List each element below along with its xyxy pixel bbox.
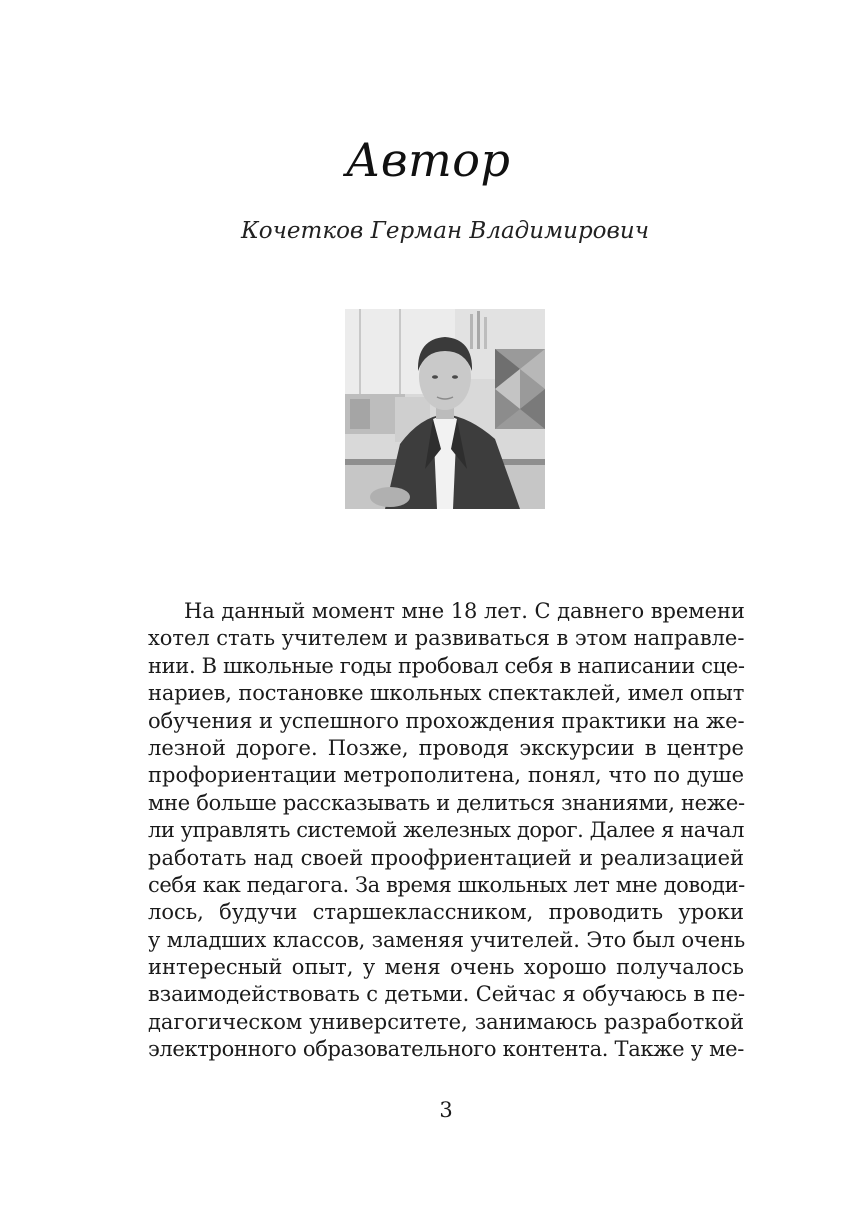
author-name: Кочетков Герман Владимирович	[240, 218, 650, 244]
body-line: На данный момент мне 18 лет. С давнего времени	[184, 599, 745, 623]
body-text	[148, 598, 744, 1064]
body-line: работать над своей проофриентацией и реализацией	[148, 845, 744, 870]
author-photo	[345, 309, 545, 509]
body-line: обучения и успешного прохождения практики на же-	[148, 708, 745, 733]
body-line: у младших классов, заменяя учителей. Это был очень	[148, 927, 746, 952]
body-line: ли управлять системой железных дорог. Далее я начал	[148, 818, 744, 843]
page-number: 3	[439, 1098, 453, 1122]
body-line: нии. В школьные годы пробовал себя в написании сце-	[148, 653, 745, 678]
body-line: интересный опыт, у меня очень хорошо получалось	[148, 955, 744, 980]
body-line: нариев, постановке школьных спектаклей, имел опыт	[148, 681, 745, 706]
body-line: хотел стать учителем и развиваться в этом направле-	[148, 626, 745, 651]
body-line: взаимодействовать с детьми. Сейчас я обучаюсь в пе-	[148, 982, 745, 1007]
body-line: электронного образовательного контента. Также у ме-	[148, 1037, 744, 1062]
body-line: профориентации метрополитена, понял, что по душе	[148, 763, 744, 788]
body-line: себя как педагога. За время школьных лет мне доводи-	[148, 872, 745, 897]
body-line: дагогическом университете, занимаюсь разработкой	[148, 1009, 744, 1034]
body-line: мне больше рассказывать и делиться знаниями, неже-	[148, 790, 745, 815]
body-line: лезной дороге. Позже, проводя экскурсии в центре	[148, 735, 744, 760]
body-line: лось, будучи старшеклассником, проводить уроки	[148, 900, 744, 925]
page-title: Автор	[345, 133, 511, 187]
